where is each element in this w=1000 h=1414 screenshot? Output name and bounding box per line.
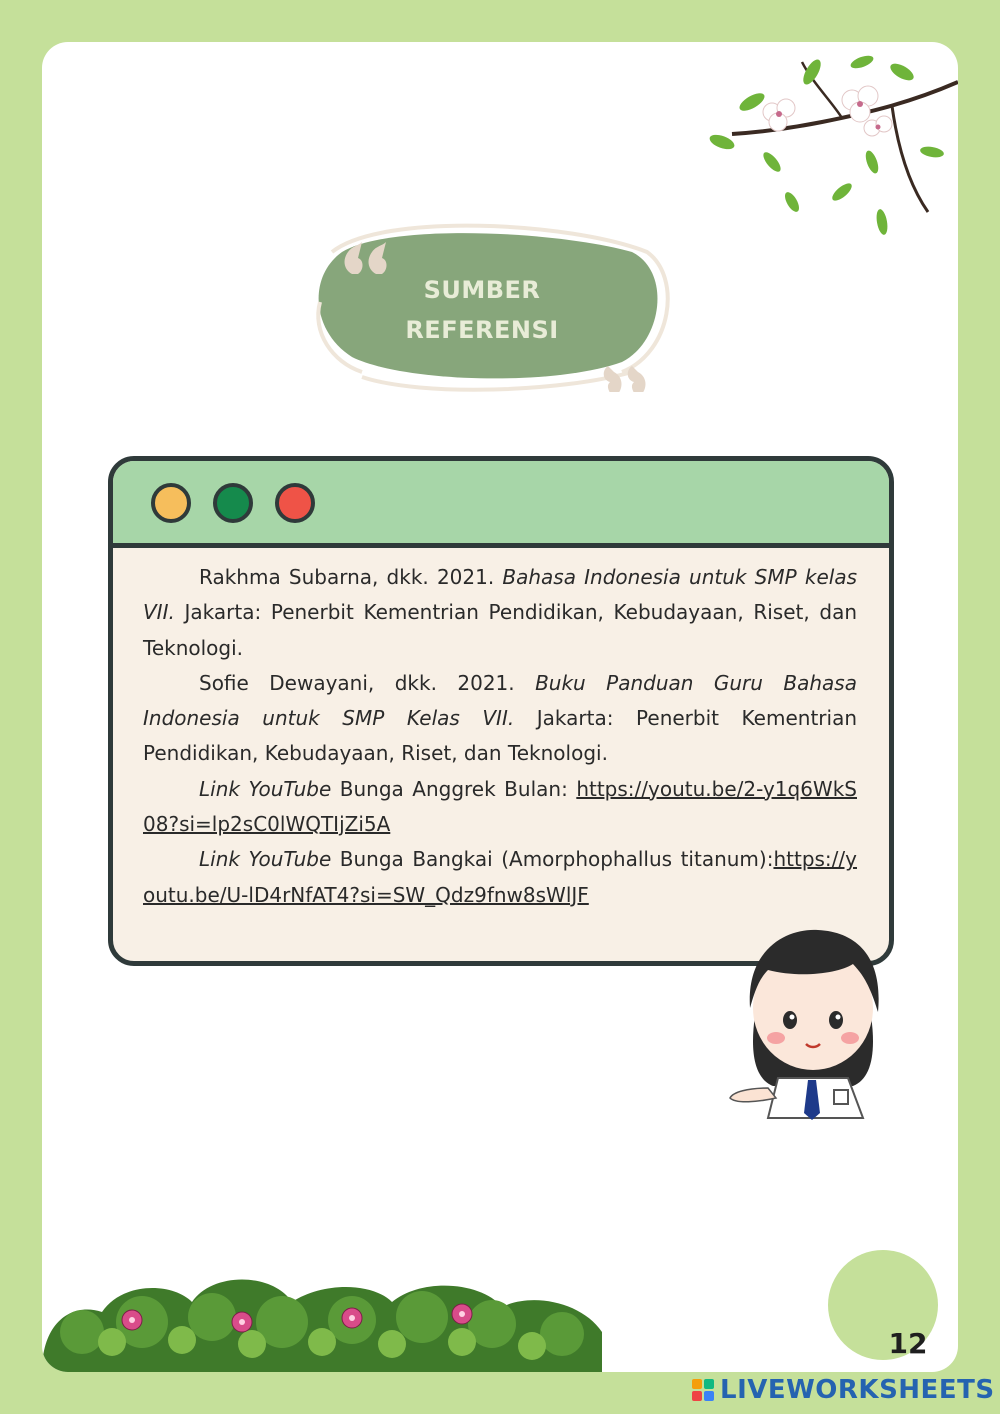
title-badge [302,212,682,392]
reference-link-description: Bunga Anggrek Bulan: [331,776,577,801]
page-number: 12 [888,1327,928,1360]
reference-item [143,560,857,666]
window-dot-red-icon [275,483,315,523]
reference-publisher: Jakarta: Penerbit Kementrian Pendidikan, Kebudayaan, Riset, dan Teknologi. [143,706,857,766]
reference-author: Rakhma Subarna, dkk. 2021. [199,565,503,589]
reference-link-type: Link YouTube [199,776,332,801]
youtube-link-bangkai[interactable]: https://youtu.be/U-lD4rNfAT4?si=SW_Qdz9fnw8sWlJF [143,847,857,907]
reference-list [143,560,857,913]
reference-item [143,666,857,772]
page-title [302,270,662,350]
title-line-1: SUMBER [423,276,541,304]
student-girl-illustration [728,908,898,1128]
reference-link-description: Bunga Bangkai (Amorphophallus titanum): [331,847,774,872]
reference-item [143,842,857,913]
reference-author: Sofie Dewayani, dkk. 2021. [199,670,536,695]
reference-link-type: Link YouTube [199,847,332,872]
brand-name: LIVEWORKSHEETS [720,1375,995,1405]
liveworksheets-brand [692,1372,995,1408]
worksheet-page [42,42,958,1372]
reference-title: Bahasa Indonesia untuk SMP kelas VII. [143,565,857,625]
window-title-bar [113,461,889,548]
bush-flowers-decoration [42,1262,602,1372]
flower-branch-decoration [692,42,958,262]
window-dot-green-icon [213,483,253,523]
window-dot-yellow-icon [151,483,191,523]
liveworksheets-logo-icon [692,1379,714,1401]
reference-item [143,772,857,843]
reference-title: Buku Panduan Guru Bahasa Indonesia untuk SMP Kelas VII. [143,670,857,731]
reference-publisher: Jakarta: Penerbit Kementrian Pendidikan, Kebudayaan, Riset, dan Teknologi. [143,600,857,660]
youtube-link-anggrek[interactable]: https://youtu.be/2-y1q6WkS08?si=lp2sC0lWQTIjZi5A [143,776,857,837]
title-line-2: REFERENSI [405,316,559,344]
